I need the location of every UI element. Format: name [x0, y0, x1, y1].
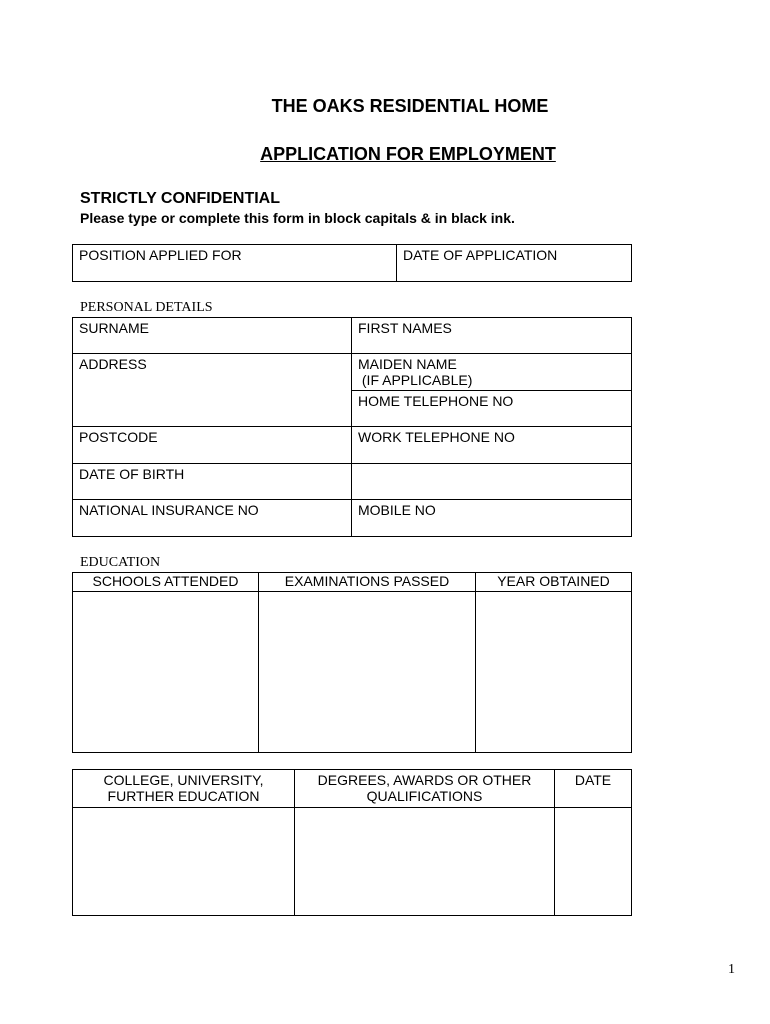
college-header-line1: COLLEGE, UNIVERSITY,: [103, 772, 264, 788]
form-title: APPLICATION FOR EMPLOYMENT: [260, 144, 556, 164]
education-label: EDUCATION: [80, 555, 161, 570]
mobile-field[interactable]: [352, 500, 632, 537]
postcode-label: POSTCODE: [79, 429, 158, 445]
personal-details-label: PERSONAL DETAILS: [80, 300, 213, 315]
college-header: [73, 770, 295, 808]
home-telephone-label: HOME TELEPHONE NO: [358, 393, 514, 409]
date-of-application-label: DATE OF APPLICATION: [403, 247, 558, 263]
page-number: 1: [728, 962, 735, 977]
work-telephone-label: WORK TELEPHONE NO: [358, 429, 515, 445]
college-entry[interactable]: [73, 808, 295, 916]
first-names-field[interactable]: [352, 318, 632, 354]
national-insurance-field[interactable]: [73, 500, 352, 537]
home-telephone-field[interactable]: [352, 391, 632, 427]
confidential-label: STRICTLY CONFIDENTIAL: [80, 190, 281, 207]
year-obtained-entry[interactable]: [476, 592, 632, 753]
date-of-birth-field[interactable]: [73, 464, 352, 500]
position-applied-field[interactable]: [73, 245, 397, 282]
instructions-text: Please type or complete this form in block capitals & in black ink.: [80, 210, 515, 226]
maiden-name-label: MAIDEN NAME: [358, 356, 457, 372]
examinations-passed-header: EXAMINATIONS PASSED: [259, 573, 476, 592]
blank-field[interactable]: [352, 464, 632, 500]
date-header: DATE: [555, 770, 632, 808]
date-of-birth-label: DATE OF BIRTH: [79, 466, 185, 482]
national-insurance-label: NATIONAL INSURANCE NO: [79, 502, 259, 518]
surname-label: SURNAME: [79, 320, 150, 336]
degrees-header-line1: DEGREES, AWARDS OR OTHER: [317, 772, 532, 788]
postcode-field[interactable]: [73, 427, 352, 464]
address-label: ADDRESS: [79, 356, 147, 372]
position-table: [72, 244, 632, 282]
date-of-application-field[interactable]: [397, 245, 632, 282]
mobile-label: MOBILE NO: [358, 502, 436, 518]
surname-field[interactable]: [73, 318, 352, 354]
first-names-label: FIRST NAMES: [358, 320, 452, 336]
maiden-name-field[interactable]: [352, 354, 632, 391]
personal-details-table: [72, 317, 632, 537]
examinations-passed-entry[interactable]: [259, 592, 476, 753]
address-field[interactable]: [73, 354, 352, 427]
position-applied-label: POSITION APPLIED FOR: [79, 247, 242, 263]
further-education-table: [72, 769, 632, 916]
work-telephone-field[interactable]: [352, 427, 632, 464]
maiden-name-note: (IF APPLICABLE): [358, 372, 473, 388]
degrees-header: [295, 770, 555, 808]
degrees-header-line2: QUALIFICATIONS: [366, 788, 483, 804]
schools-attended-header: SCHOOLS ATTENDED: [73, 573, 259, 592]
schools-attended-entry[interactable]: [73, 592, 259, 753]
education-table: [72, 572, 632, 753]
year-obtained-header: YEAR OBTAINED: [476, 573, 632, 592]
org-name: THE OAKS RESIDENTIAL HOME: [271, 96, 549, 116]
college-header-line2: FURTHER EDUCATION: [107, 788, 260, 804]
date-entry[interactable]: [555, 808, 632, 916]
degrees-entry[interactable]: [295, 808, 555, 916]
